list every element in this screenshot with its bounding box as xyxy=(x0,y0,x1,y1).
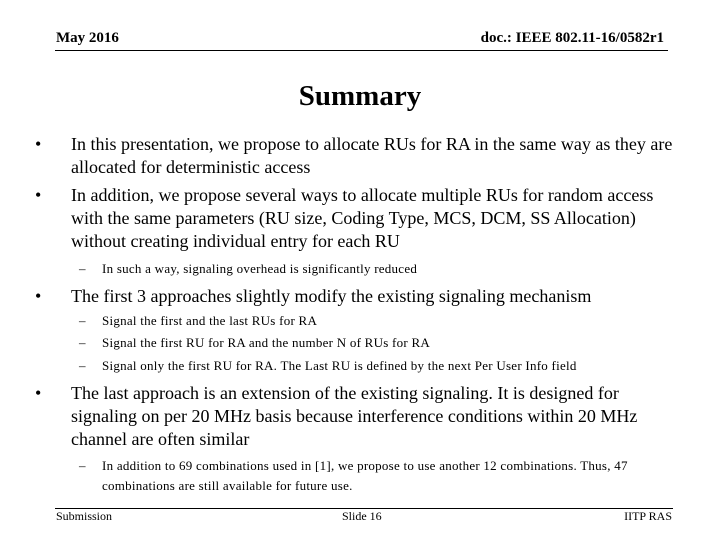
sub-bullet-text: In addition to 69 combinations used in [1], we propose to use another 12 combinations. Thus, 47 combinations are still available for future use. xyxy=(102,458,628,493)
bullet-text: The last approach is an extension of the existing signaling. It is designed for signaling on per 20 MHz basis because interference conditions within 20 MHz channel are often similar xyxy=(71,383,638,449)
sub-bullet-text: In such a way, signaling overhead is significantly reduced xyxy=(102,261,418,276)
sub-bullet-marker: – xyxy=(79,335,86,350)
sub-bullet-text: Signal the first RU for RA and the number N of RUs for RA xyxy=(102,335,431,350)
bullet-text: The first 3 approaches slightly modify the existing signaling mechanism xyxy=(71,286,592,306)
footer-organization: IITP RAS xyxy=(624,509,672,523)
bullet-text: In addition, we propose several ways to allocate multiple RUs for random access with the same parameters (RU size, Coding Type, MCS, DCM, SS Allocation) without creating individual entry for each RU xyxy=(71,185,654,251)
slide-title: Summary xyxy=(298,80,422,112)
bullet-marker: • xyxy=(35,286,42,306)
header-doc-id: doc.: IEEE 802.11-16/0582r1 xyxy=(480,30,664,46)
bullet-marker: • xyxy=(35,383,42,403)
bullet-marker: • xyxy=(35,134,42,154)
footer-slide-number: Slide 16 xyxy=(342,509,382,523)
sub-bullet-marker: – xyxy=(79,458,86,473)
bullet-text: In this presentation, we propose to allocate RUs for RA in the same way as they are allocated for deterministic access xyxy=(71,134,673,177)
sub-bullet-marker: – xyxy=(79,358,86,373)
header-divider xyxy=(55,50,668,51)
sub-bullet-text: Signal only the first RU for RA. The Last RU is defined by the next Per User Info field xyxy=(102,358,577,373)
sub-bullet-text: Signal the first and the last RUs for RA xyxy=(102,313,318,328)
header-date: May 2016 xyxy=(56,30,119,46)
sub-bullet-marker: – xyxy=(79,261,86,276)
sub-bullet-marker: – xyxy=(79,313,86,328)
footer-submission: Submission xyxy=(56,509,113,523)
bullet-marker: • xyxy=(35,185,42,205)
